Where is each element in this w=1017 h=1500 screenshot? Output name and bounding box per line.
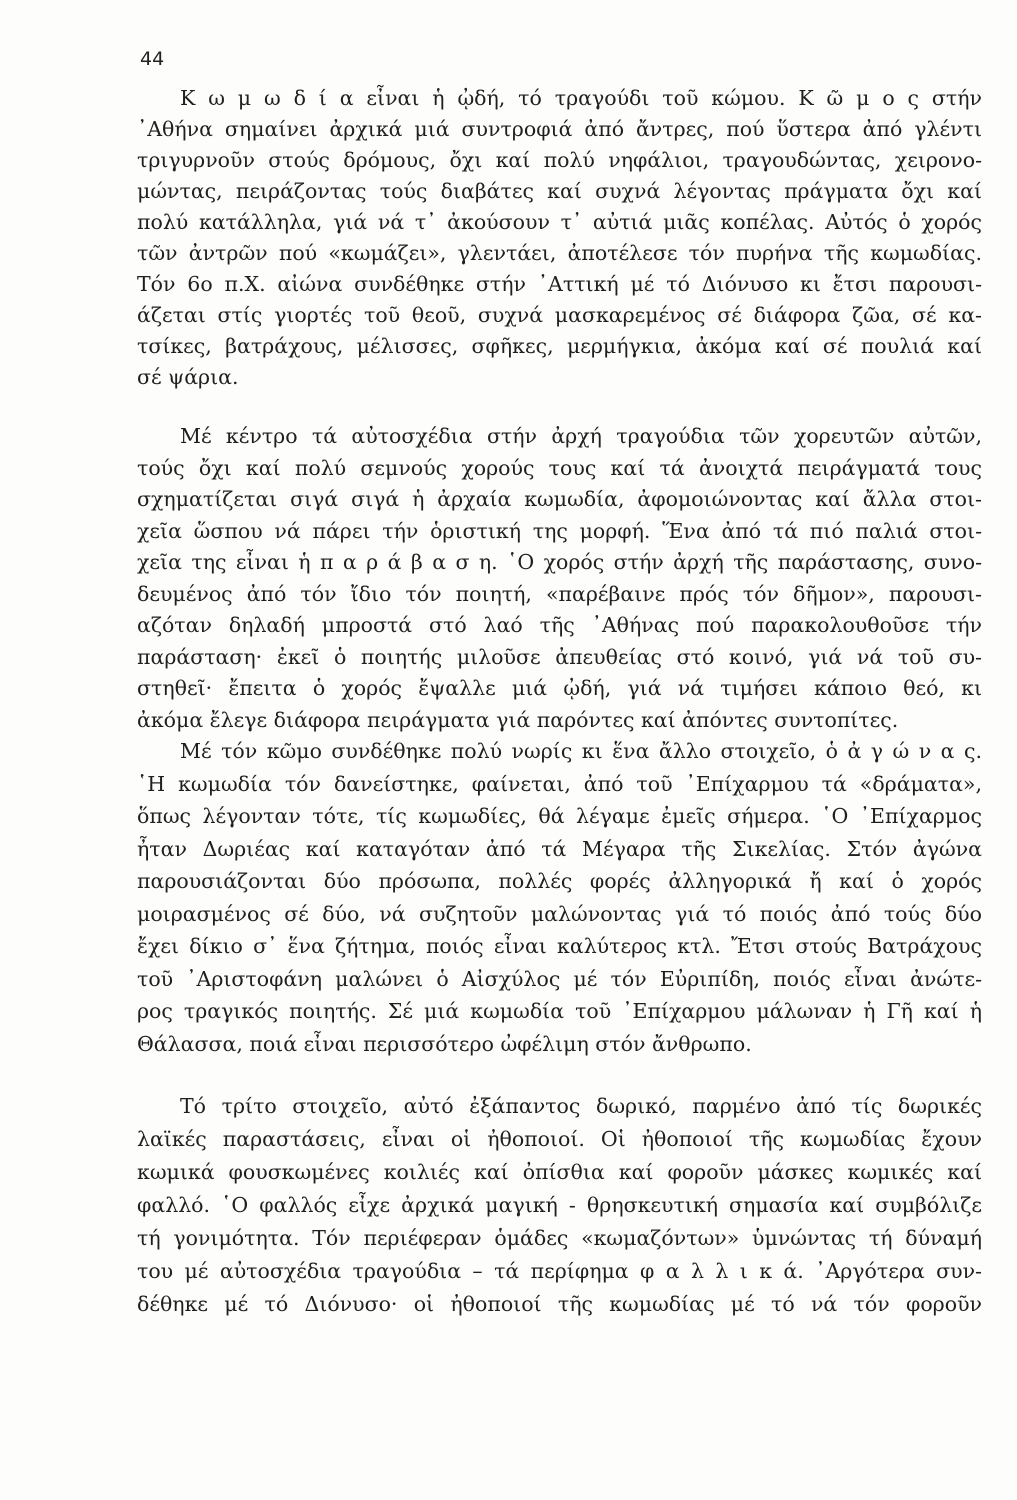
text-line: Τόν 6ο π.Χ. αἰώνα συνδέθηκε στήν ᾿Αττική μέ τό Διόνυσο κι ἔτσι παρουσι- bbox=[137, 272, 982, 296]
text-line: χεῖα ὥσπου νά πάρει τήν ὁριστική της μορφή. Ἕνα ἀπό τά πιό παλιά στοι- bbox=[137, 519, 982, 543]
text-line: τσίκες, βατράχους, μέλισσες, σφῆκες, μερμήγκια, ἀκόμα καί σέ πουλιά καί bbox=[137, 334, 982, 358]
text-line: δευμένος ἀπό τόν ἴδιο τόν ποιητή, «παρέβαινε πρός τόν δῆμον», παρουσι- bbox=[137, 582, 982, 606]
text-line: παράσταση· ἐκεῖ ὁ ποιητής μιλοῦσε ἀπευθείας στό κοινό, γιά νά τοῦ συ- bbox=[137, 645, 982, 669]
text-line: τούς ὄχι καί πολύ σεμνούς χορούς τους καί τά ἀνοιχτά πειράγματά τους bbox=[137, 456, 982, 480]
text-line: σέ ψάρια. bbox=[137, 365, 239, 389]
text-line: τριγυρνοῦν στούς δρόμους, ὄχι καί πολύ νηφάλιοι, τραγουδώντας, χειρονο- bbox=[137, 148, 982, 172]
text-line: δέθηκε μέ τό Διόνυσο· οἱ ἠθοποιοί τῆς κωμωδίας μέ τό νά τόν φοροῦν bbox=[137, 1292, 982, 1316]
text-line: ᾿Αθήνα σημαίνει ἀρχικά μιά συντροφιά ἀπό ἄντρες, πού ὕστερα ἀπό γλέντι bbox=[137, 117, 982, 141]
text-line: στηθεῖ· ἔπειτα ὁ χορός ἔψαλλε μιά ᾠδή, γιά νά τιμήσει κάποιο θεό, κι bbox=[137, 676, 982, 700]
text-line: Κ ω μ ω δ ί α εἶναι ἡ ᾠδή, τό τραγούδι τοῦ κώμου. Κ ῶ μ ο ς στήν bbox=[180, 86, 982, 110]
text-line: Μέ τόν κῶμο συνδέθηκε πολύ νωρίς κι ἕνα ἄλλο στοιχεῖο, ὁ ἀ γ ώ ν α ς. bbox=[180, 739, 982, 763]
text-line: χεῖα της εἶναι ἡ π α ρ ά β α σ η. ῾Ο χορός στήν ἀρχή τῆς παράστασης, συνο- bbox=[137, 550, 982, 574]
text-line: κωμικά φουσκωμένες κοιλιές καί ὀπίσθια καί φοροῦν μάσκες κωμικές καί bbox=[137, 1160, 982, 1184]
text-line: ἀκόμα ἔλεγε διάφορα πειράγματα γιά παρόντες καί ἀπόντες συντοπίτες. bbox=[137, 708, 899, 732]
page-number: 44 bbox=[140, 48, 165, 70]
text-line: πολύ κατάλληλα, γιά νά τ᾿ ἀκούσουν τ᾿ αὐτιά μιᾶς κοπέλας. Αὐτός ὁ χορός bbox=[137, 210, 982, 234]
text-line: αζόταν δηλαδή μπροστά στό λαό τῆς ᾿Αθήνας πού παρακολουθοῦσε τήν bbox=[137, 613, 982, 637]
text-line: φαλλό. ῾Ο φαλλός εἶχε ἀρχικά μαγική - θρησκευτική σημασία καί συμβόλιζε bbox=[137, 1193, 982, 1217]
text-line: του μέ αὐτοσχέδια τραγούδια – τά περίφημα φ α λ λ ι κ ά. ᾿Αργότερα συν- bbox=[137, 1259, 982, 1283]
text-line: τή γονιμότητα. Τόν περιέφεραν ὁμάδες «κωμαζόντων» ὑμνώντας τή δύναμή bbox=[137, 1226, 982, 1250]
text-line: Μέ κέντρο τά αὐτοσχέδια στήν ἀρχή τραγούδια τῶν χορευτῶν αὐτῶν, bbox=[180, 424, 982, 448]
text-line: μοιρασμένος σέ δύο, νά συζητοῦν μαλώνοντας γιά τό ποιός ἀπό τούς δύο bbox=[137, 902, 982, 926]
text-line: παρουσιάζονται δύο πρόσωπα, πολλές φορές ἀλληγορικά ἤ καί ὁ χορός bbox=[137, 869, 982, 893]
text-line: μώντας, πειράζοντας τούς διαβάτες καί συχνά λέγοντας πράγματα ὄχι καί bbox=[137, 179, 982, 203]
text-line: ῾Η κωμωδία τόν δανείστηκε, φαίνεται, ἀπό τοῦ ᾿Επίχαρμου τά «δράματα», bbox=[137, 772, 982, 796]
text-line: ρος τραγικός ποιητής. Σέ μιά κωμωδία τοῦ ᾿Επίχαρμου μάλωναν ἡ Γῆ καί ἡ bbox=[137, 999, 982, 1023]
text-line: τῶν ἀντρῶν πού «κωμάζει», γλεντάει, ἀποτέλεσε τόν πυρήνα τῆς κωμωδίας. bbox=[137, 241, 982, 265]
text-line: Θάλασσα, ποιά εἶναι περισσότερο ὠφέλιμη στόν ἄνθρωπο. bbox=[137, 1032, 752, 1056]
text-line: ἔχει δίκιο σ᾿ ἕνα ζήτημα, ποιός εἶναι καλύτερος κτλ. Ἔτσι στούς Βατράχους bbox=[137, 934, 982, 958]
text-line: τοῦ ᾿Αριστοφάνη μαλώνει ὁ Αἰσχύλος μέ τόν Εὐριπίδη, ποιός εἶναι ἀνώτε- bbox=[137, 967, 982, 991]
text-line: άζεται στίς γιορτές τοῦ θεοῦ, συχνά μασκαρεμένος σέ διάφορα ζῶα, σέ κα- bbox=[137, 303, 982, 327]
text-line: ἦταν Δωριέας καί καταγόταν ἀπό τά Μέγαρα τῆς Σικελίας. Στόν ἀγώνα bbox=[137, 837, 982, 861]
text-line: ὅπως λέγονταν τότε, τίς κωμωδίες, θά λέγαμε ἐμεῖς σήμερα. ῾Ο ᾿Επίχαρμος bbox=[137, 804, 982, 828]
text-line: λαϊκές παραστάσεις, εἶναι οἱ ἠθοποιοί. Οἱ ἠθοποιοί τῆς κωμωδίας ἔχουν bbox=[137, 1127, 982, 1151]
text-line: σχηματίζεται σιγά σιγά ἡ ἀρχαία κωμωδία, ἀφομοιώνοντας καί ἄλλα στοι- bbox=[137, 487, 982, 511]
text-line: Τό τρίτο στοιχεῖο, αὐτό ἐξάπαντος δωρικό, παρμένο ἀπό τίς δωρικές bbox=[180, 1094, 982, 1118]
